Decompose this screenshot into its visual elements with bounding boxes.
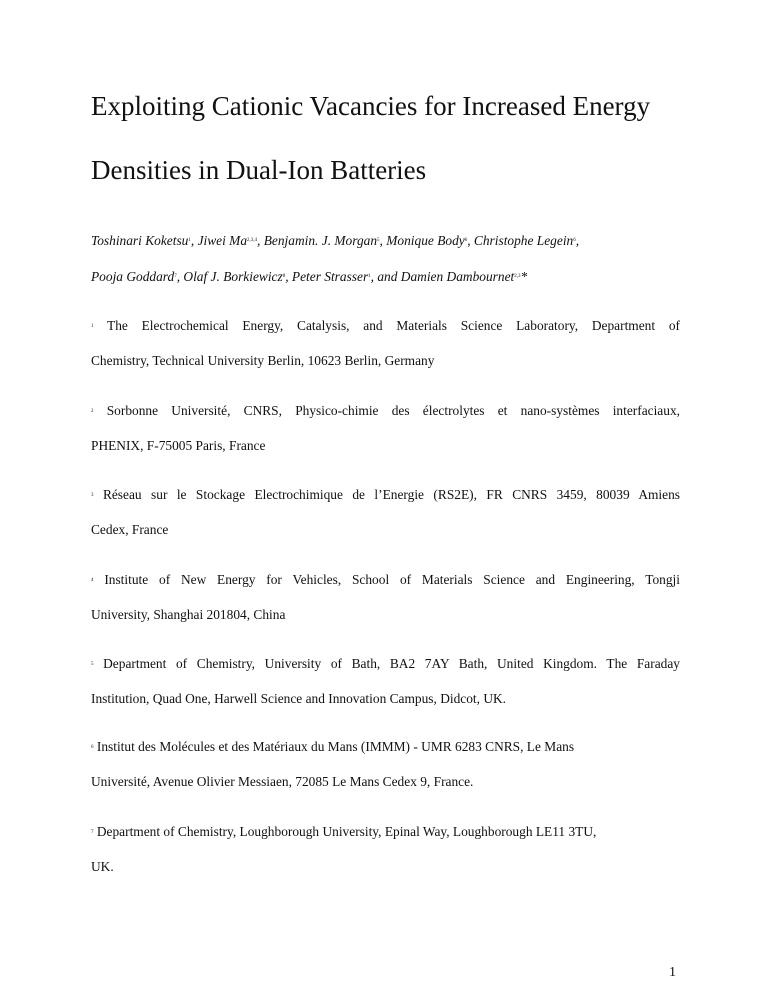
author-line-1: [91, 233, 579, 249]
affiliation-2-line-2: PHENIX, F-75005 Paris, France: [91, 438, 266, 453]
affiliation-text: Department of Chemistry, Loughborough University, Epinal Way, Loughborough LE11 3TU,: [96, 824, 597, 839]
page-number: 1: [669, 965, 676, 980]
author-name: Pooja Goddard: [91, 269, 175, 284]
author-affiliation-mark: 6: [573, 238, 576, 243]
affiliation-text: Sorbonne Université, CNRS, Physico-chimie des électrolytes et nano-systèmes interfaciaux,: [106, 403, 680, 418]
affiliation-5-line-1: [91, 656, 680, 672]
author-affiliation-mark: 2,3,4: [247, 238, 258, 243]
author-affiliation-mark: 7: [174, 274, 177, 279]
affiliation-7-line-1: [91, 824, 596, 840]
author-separator: ,: [257, 233, 264, 248]
affiliation-5-line-2: Institution, Quad One, Harwell Science and Innovation Campus, Didcot, UK.: [91, 691, 507, 706]
author-name: Damien Dambournet: [400, 269, 515, 284]
affiliation-2-line-1: [91, 403, 680, 419]
author-affiliation-mark: 6: [464, 238, 468, 243]
affiliation-number: 1: [91, 324, 94, 329]
author-separator: ,: [285, 269, 292, 284]
title-line-2: Densities in Dual-Ion Batteries: [91, 155, 427, 185]
author-separator: ,: [176, 269, 184, 284]
affiliation-text: Réseau sur le Stockage Electrochimique de l’Energie (RS2E), FR CNRS 3459, 80039 Amiens: [102, 487, 680, 502]
affiliation-3-line-1: [91, 487, 680, 503]
affiliation-4-line-2: University, Shanghai 201804, China: [91, 607, 286, 622]
affiliation-number: 2: [91, 409, 94, 414]
author-name: Olaf J. Borkiewicz: [183, 269, 283, 284]
affiliation-4-line-1: [91, 572, 680, 588]
affiliation-text: Institute of New Energy for Vehicles, School of Materials Science and Engineering, Tongji: [104, 572, 680, 587]
author-affiliation-mark: 5: [377, 238, 380, 243]
affiliation-6-line-1: [91, 739, 574, 755]
affiliation-1-line-2: Chemistry, Technical University Berlin, 10623 Berlin, Germany: [91, 353, 435, 368]
affiliation-number: 3: [91, 493, 94, 498]
author-name: Jiwei Ma: [197, 233, 248, 248]
author-separator: ,: [190, 233, 198, 248]
author-name: Peter Strasser: [291, 269, 369, 284]
author-separator: ,: [379, 233, 387, 248]
author-line-2: [91, 269, 527, 285]
affiliation-number: 4: [91, 578, 94, 583]
affiliation-7-line-2: UK.: [91, 859, 114, 874]
affiliation-number: 7: [91, 830, 94, 835]
affiliation-text: Institut des Molécules et des Matériaux du Mans (IMMM) - UMR 6283 CNRS, Le Mans: [96, 739, 575, 754]
affiliation-1-line-1: [91, 318, 680, 334]
affiliation-number: 5: [91, 662, 94, 667]
author-name: Toshinari Koketsu: [91, 233, 189, 248]
author-affiliation-mark: 8: [282, 274, 286, 279]
corresponding-author-mark: *: [520, 269, 528, 284]
affiliation-text: Department of Chemistry, University of Bath, BA2 7AY Bath, United Kingdom. The Faraday: [103, 656, 680, 671]
affiliation-3-line-2: Cedex, France: [91, 522, 169, 537]
author-name: Christophe Legein: [473, 233, 574, 248]
affiliation-6-line-2: Université, Avenue Olivier Messiaen, 72085 Le Mans Cedex 9, France.: [91, 774, 474, 789]
author-affiliation-mark: 1: [368, 274, 371, 279]
affiliation-text: The Electrochemical Energy, Catalysis, and Materials Science Laboratory, Department of: [107, 318, 680, 333]
affiliation-number: 6: [91, 745, 94, 750]
title-line-1: Exploiting Cationic Vacancies for Increased Energy: [91, 91, 651, 121]
author-name: Monique Body: [386, 233, 465, 248]
author-affiliation-mark: 2,3: [514, 274, 521, 279]
author-separator: ,: [467, 233, 474, 248]
author-separator-and: , and: [370, 269, 401, 284]
author-affiliation-mark: 1: [188, 238, 191, 243]
author-name: Benjamin. J. Morgan: [263, 233, 378, 248]
author-separator: ,: [575, 233, 580, 248]
